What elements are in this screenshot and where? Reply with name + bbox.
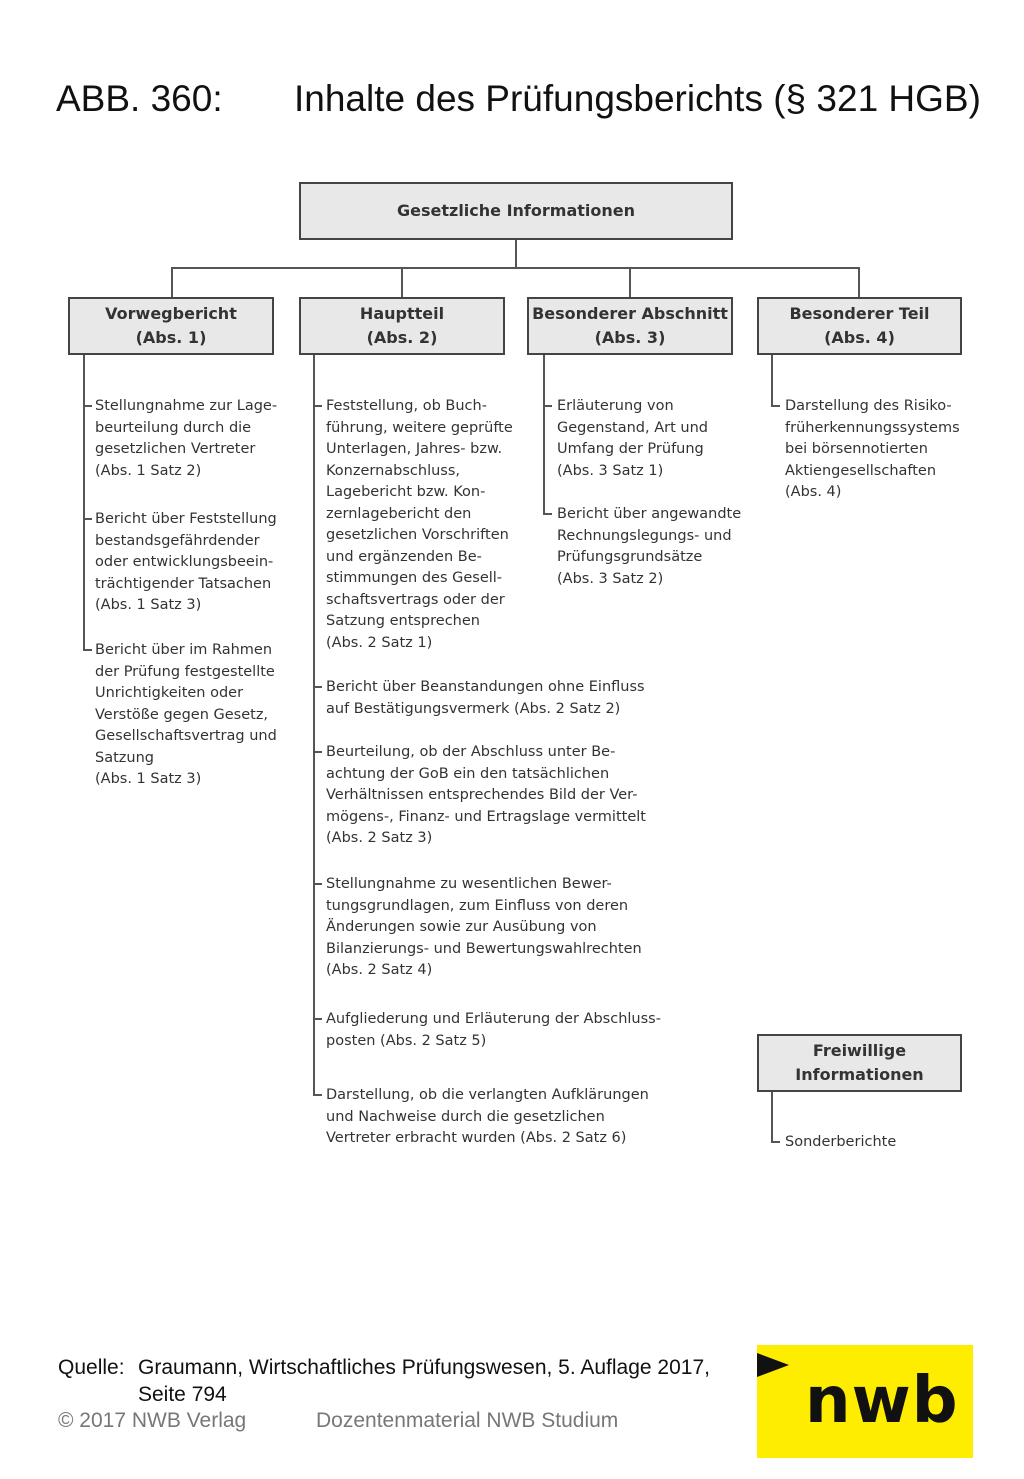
- hauptteil-item-2: Bericht über Beanstandungen ohne Einfluss auf Bestätigungsvermerk (Abs. 2 Satz 2): [326, 679, 645, 717]
- tick-col-2-item-1: [313, 405, 322, 407]
- root-box: [299, 182, 733, 240]
- copyright-text: © 2017 NWB Verlag: [58, 1409, 247, 1432]
- box-besonderer-teil-sub: (Abs. 4): [824, 328, 895, 347]
- box-freiwillige-sub: Informationen: [795, 1065, 924, 1084]
- footer-copyright: [58, 1407, 619, 1434]
- box-besonderer-teil-title: Besonderer Teil: [789, 304, 930, 323]
- besonderer-teil-item-1: Darstellung des Risiko- früherkennungssystems bei börsennotierten Aktiengesellschaften (Abs. 4): [785, 398, 960, 500]
- stem-col-1: [83, 355, 85, 650]
- hauptteil-item-3: Beurteilung, ob der Abschluss unter Be- achtung der GoB ein den tatsächlichen Verhältnissen entsprechendes Bild der Ver- mögens-, Finanz- und Ertragslage vermittelt (Abs. 2 Satz 3): [326, 744, 646, 846]
- logo-wordmark: nwb: [805, 1364, 959, 1438]
- stem-freiwillige: [771, 1092, 773, 1142]
- horizontal-connector: [171, 267, 860, 269]
- box-freiwillige-title: Freiwillige: [812, 1041, 907, 1060]
- box-freiwillige-informationen: [757, 1034, 962, 1092]
- freiwillige-item-1: Sonderberichte: [785, 1134, 897, 1150]
- tick-col-3-item-2: [543, 513, 552, 515]
- box-besonderer-abschnitt: [527, 297, 733, 355]
- tick-col-1-item-3: [83, 649, 92, 651]
- material-text: Dozentenmaterial NWB Studium: [316, 1409, 619, 1432]
- besonderer-abschnitt-item-2: Bericht über angewandte Rechnungslegungs- und Prüfungsgrundsätze (Abs. 3 Satz 2): [557, 506, 742, 587]
- hauptteil-item-6: Darstellung, ob die verlangten Aufklärungen und Nachweise durch die gesetzlichen Vertreter erbracht wurden (Abs. 2 Satz 6): [326, 1087, 649, 1146]
- box-vorwegbericht-sub: (Abs. 1): [135, 328, 207, 347]
- tick-freiwillige-item-1: [771, 1141, 780, 1143]
- tick-col-2-item-3: [313, 751, 322, 753]
- figure-label: ABB. 360:: [56, 78, 223, 119]
- box-hauptteil: [299, 297, 505, 355]
- nwb-logo: [757, 1345, 973, 1458]
- tick-col-1-item-1: [83, 405, 92, 407]
- tick-col-2-item-6: [313, 1094, 322, 1096]
- box-hauptteil-sub: (Abs. 2): [366, 328, 438, 347]
- root-connector: [515, 240, 517, 268]
- root-label: Gesetzliche Informationen: [397, 201, 635, 220]
- source-line-2: Seite 794: [138, 1383, 227, 1406]
- tick-col-4-item-1: [771, 405, 780, 407]
- hauptteil-item-1: Feststellung, ob Buch- führung, weitere geprüfte Unterlagen, Jahres- bzw. Konzernabschluss, Lagebericht bzw. Kon- zernlagebericht den gesetzlichen Vorschriften und ergänzenden Be- stimmungen des Gesell- schaftsvertrags oder der Satzung entsprechen (Abs. 2 Satz 1): [326, 398, 513, 651]
- box-besonderer-teil: [757, 297, 962, 355]
- box-besonderer-abschnitt-title: Besonderer Abschnitt: [532, 304, 728, 323]
- tick-col-1-item-2: [83, 518, 92, 520]
- vorwegbericht-item-2: Bericht über Feststellung bestandsgefährdender oder entwicklungsbeein- trächtigender Tatsachen (Abs. 1 Satz 3): [95, 511, 277, 613]
- tick-col-2-item-4: [313, 883, 322, 885]
- hauptteil-item-4: Stellungnahme zu wesentlichen Bewer- tungsgrundlagen, zum Einfluss von deren Änderungen sowie zur Ausübung von Bilanzierungs- und Bewertungswahlrechten (Abs. 2 Satz 4): [326, 876, 642, 978]
- vorwegbericht-item-1: Stellungnahme zur Lage- beurteilung durch die gesetzlichen Vertreter (Abs. 1 Satz 2): [95, 398, 278, 479]
- hauptteil-item-5: Aufgliederung und Erläuterung der Abschluss- posten (Abs. 2 Satz 5): [326, 1011, 661, 1049]
- box-vorwegbericht: [68, 297, 274, 355]
- figure-caption: Inhalte des Prüfungsberichts (§ 321 HGB): [294, 78, 981, 119]
- logo-arrow-icon: [757, 1353, 789, 1377]
- stem-col-2: [313, 355, 315, 1095]
- stem-col-4: [771, 355, 773, 406]
- tick-col-3-item-1: [543, 405, 552, 407]
- connector-col-2: [401, 267, 403, 297]
- tick-col-2-item-5: [313, 1018, 322, 1020]
- connector-col-4: [858, 267, 860, 297]
- source-line-1: Graumann, Wirtschaftliches Prüfungswesen, 5. Auflage 2017,: [138, 1356, 710, 1379]
- source-label: Quelle:: [58, 1356, 125, 1379]
- vorwegbericht-item-3: Bericht über im Rahmen der Prüfung festgestellte Unrichtigkeiten oder Verstöße gegen Gesetz, Gesellschaftsvertrag und Satzung (Abs. 1 Satz 3): [95, 642, 277, 787]
- box-besonderer-abschnitt-sub: (Abs. 3): [594, 328, 666, 347]
- box-hauptteil-title: Hauptteil: [359, 304, 445, 323]
- besonderer-abschnitt-item-1: Erläuterung von Gegenstand, Art und Umfang der Prüfung (Abs. 3 Satz 1): [557, 398, 708, 479]
- stem-col-3: [543, 355, 545, 514]
- connector-col-1: [171, 267, 173, 297]
- tick-col-2-item-2: [313, 686, 322, 688]
- source-note: [58, 1354, 710, 1408]
- box-vorwegbericht-title: Vorwegbericht: [105, 304, 237, 323]
- connector-col-3: [629, 267, 631, 297]
